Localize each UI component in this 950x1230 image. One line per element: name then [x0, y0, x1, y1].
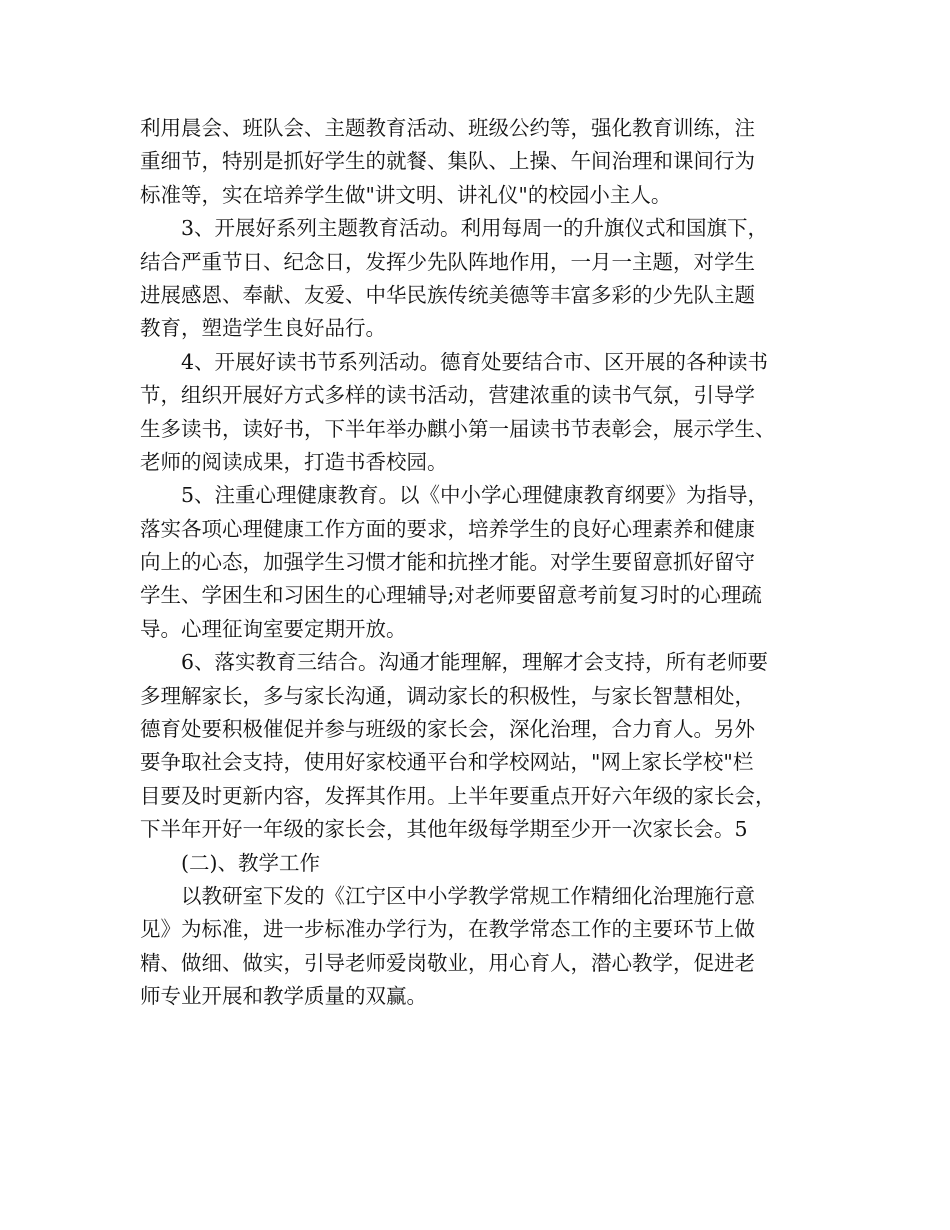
paragraph-start-4: 4、开展好读书节系列活动。德育处要结合市、区开展的各种读书: [181, 349, 769, 374]
text-line: 节，组织开展好方式多样的读书活动，营建浓重的读书气氛，引导学: [140, 383, 755, 408]
text-line: 重细节，特别是抓好学生的就餐、集队、上操、午间治理和课间行为: [140, 149, 755, 174]
text-line: 生多读书，读好书，下半年举办麒小第一届读书节表彰会，展示学生、: [140, 416, 776, 441]
text-line: 标准等，实在培养学生做"讲文明、讲礼仪"的校园小主人。: [140, 182, 672, 207]
text-line: 目要及时更新内容，发挥其作用。上半年要重点开好六年级的家长会，: [140, 783, 776, 808]
text-line: 落实各项心理健康工作方面的要求，培养学生的良好心理素养和健康: [140, 516, 755, 541]
text-line: 精、做细、做实，引导老师爱岗敬业，用心育人，潜心教学，促进老: [140, 950, 755, 975]
text-line: 导。心理征询室要定期开放。: [140, 616, 407, 641]
text-line: 多理解家长，多与家长沟通，调动家长的积极性，与家长智慧相处，: [140, 683, 755, 708]
text-line: 师专业开展和教学质量的双赢。: [140, 984, 427, 1009]
document-body: [140, 112, 820, 1014]
text-line: 学生、学困生和习困生的心理辅导;对老师要留意考前复习时的心理疏: [140, 583, 762, 608]
text-line: 向上的心态，加强学生习惯才能和抗挫才能。对学生要留意抓好留守: [140, 550, 755, 575]
paragraph-start-5: 5、注重心理健康教育。以《中小学心理健康教育纲要》为指导，: [181, 483, 769, 508]
text-line: 德育处要积极催促并参与班级的家长会，深化治理，合力育人。另外: [140, 717, 755, 742]
text-line: 见》为标准，进一步标准办学行为，在教学常态工作的主要环节上做: [140, 917, 755, 942]
text-line: 要争取社会支持，使用好家校通平台和学校网站，"网上家长学校"栏: [140, 750, 754, 775]
paragraph-start-6: 6、落实教育三结合。沟通才能理解，理解才会支持，所有老师要: [181, 650, 769, 675]
text-line: 结合严重节日、纪念日，发挥少先队阵地作用，一月一主题，对学生: [140, 249, 755, 274]
text-line: 下半年开好一年级的家长会，其他年级每学期至少开一次家长会。5: [140, 817, 748, 842]
section-heading-teaching: (二)、教学工作: [181, 850, 320, 875]
text-line: 老师的阅读成果，打造书香校园。: [140, 449, 448, 474]
text-line: 教育，塑造学生良好品行。: [140, 316, 386, 341]
paragraph-start-teaching: 以教研室下发的《江宁区中小学教学常规工作精细化治理施行意: [181, 883, 755, 908]
text-line: 利用晨会、班队会、主题教育活动、班级公约等，强化教育训练，注: [140, 116, 755, 140]
paragraph-start-3: 3、开展好系列主题教育活动。利用每周一的升旗仪式和国旗下，: [181, 216, 769, 241]
text-line: 进展感恩、奉献、友爱、中华民族传统美德等丰富多彩的少先队主题: [140, 282, 755, 307]
